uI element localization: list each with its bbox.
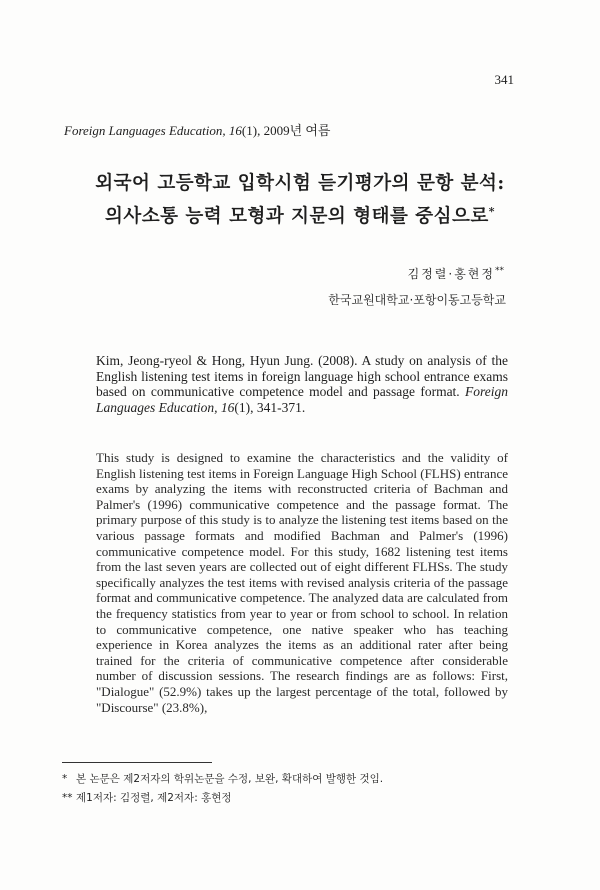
citation-journal: Foreign Languages Education, 16: [96, 384, 508, 415]
journal-issue: (1), 2009년 여름: [241, 123, 331, 138]
citation-block: [96, 353, 508, 415]
footnote-1-mark: *: [62, 773, 68, 785]
author-affiliation: 한국교원대학교·포항이동고등학교: [328, 293, 506, 307]
footnote-1-text: 본 논문은 제2저자의 학위논문을 수정, 보완, 확대하여 발행한 것임.: [76, 773, 384, 785]
title-line-1: 외국어 고등학교 입학시험 듣기평가의 문항 분석:: [95, 173, 505, 194]
footnote-2-mark: **: [62, 792, 73, 804]
journal-header: [64, 120, 331, 139]
author-names: [408, 265, 504, 282]
footnote-2-text: 제1저자: 김정렬, 제2저자: 홍현정: [76, 792, 232, 804]
citation-pages: (1), 341-371.: [234, 399, 306, 415]
footnote-divider: [62, 762, 212, 763]
paper-title: [0, 170, 600, 231]
footnotes: [62, 770, 383, 808]
page-number: 341: [494, 72, 514, 87]
title-line-2: 의사소통 능력 모형과 지문의 형태를 중심으로: [104, 206, 489, 228]
author-footnote-mark: **: [495, 266, 504, 276]
footnote-2: [62, 789, 383, 808]
author-names-text: 김정렬·홍현정: [407, 267, 495, 281]
citation-text: Kim, Jeong-ryeol & Hong, Hyun Jung. (2008). A study on analysis of the English listening test items in foreign language high school entrance exams based on communicative competence model and passage format.: [96, 353, 508, 399]
footnote-1: [62, 770, 383, 789]
title-footnote-mark: *: [488, 205, 496, 218]
journal-name: Foreign Languages Education, 16: [64, 123, 242, 138]
title-line-2-wrap: [0, 198, 600, 231]
abstract-text: This study is designed to examine the characteristics and the validity of English listening test items in Foreign Language High School (FLHS) entrance exams by analyzing the items with reconstructed criteria of Bachman and Palmer's (1996) communicative competence and the passage format. The primary purpose of this study is to analyze the listening test items based on the various passage formats and modified Bachman and Palmer's (1996) communicative competence model. For this study, 1682 listening test items from the last seven years are collected out of eight different FLHSs. The study specifically analyzes the test items with revised analysis criteria of the passage format and communicative competence. The analyzed data are calculated from the frequency statistics from year to year or from school to school. In relation to communicative competence, one native speaker who has teaching experience in Korea analyzes the items as an additional rater after being trained for the criteria of communicative competence after considerable number of discussion sessions. The research findings are as follows: First, "Dialogue" (52.9%) takes up the largest percentage of the total, followed by "Discourse" (23.8%),: [96, 450, 508, 715]
